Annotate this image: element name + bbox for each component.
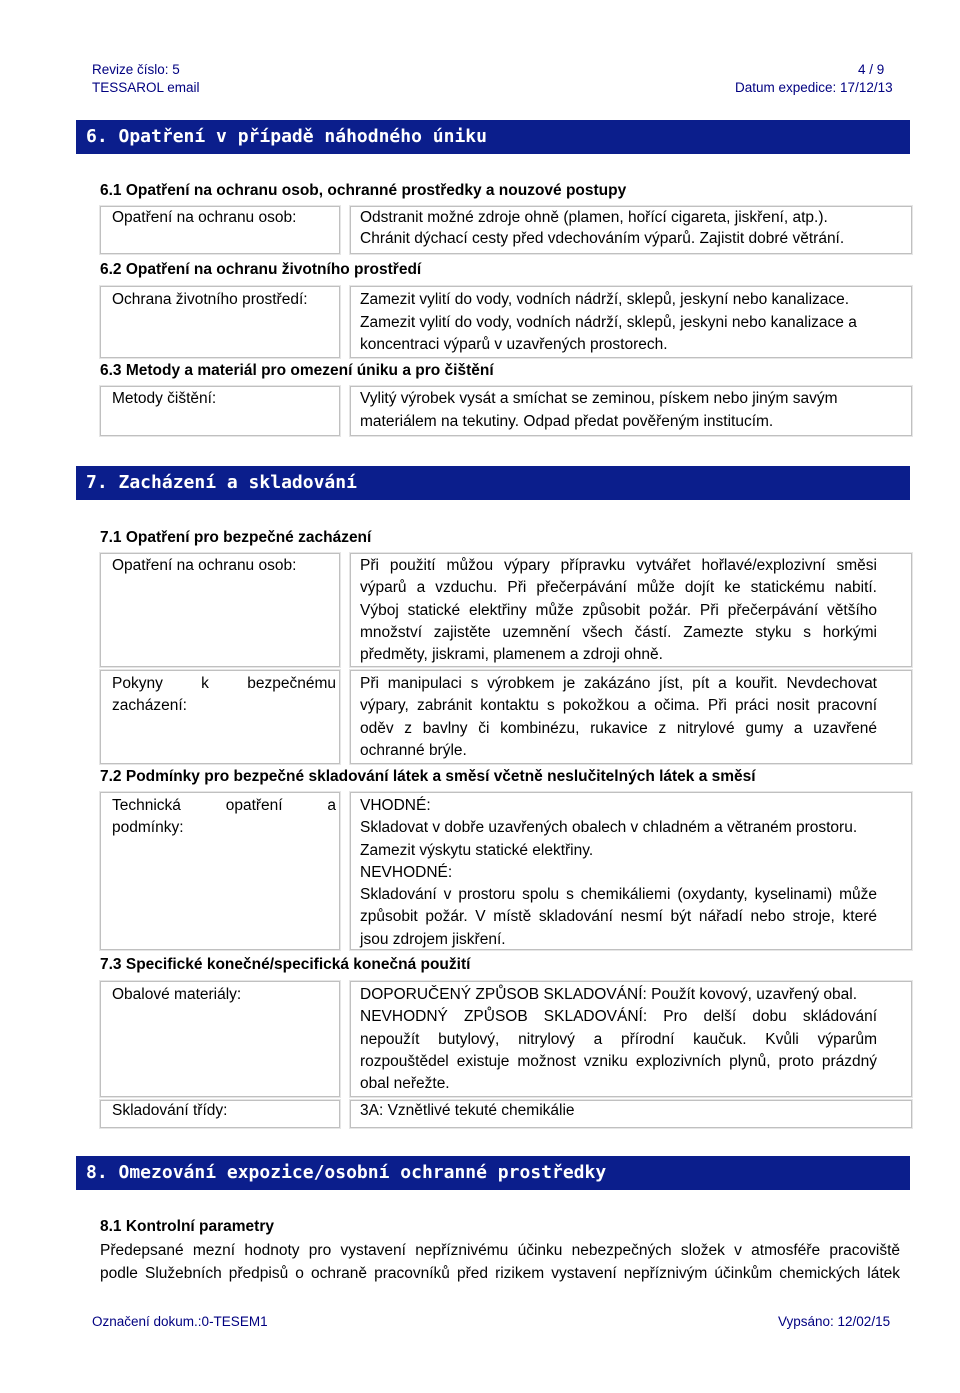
s72-line-5: Skladování v prostoru spolu s chemikáliemi (oxydanty, kyselinami) může <box>360 886 877 904</box>
s73-value-1 <box>360 984 877 1095</box>
section-6-title: 6. Opatření v případě náhodného úniku <box>76 120 910 154</box>
s71-1-line-1: Při použití můžou výpary přípravku vytvářet hořlavé/explozivní směsi <box>360 557 877 574</box>
s71-1-line-5: předměty, jiskrami, plamenem a zdroji ohně. <box>360 646 663 664</box>
s71-label-2a: Pokyny k bezpečnému <box>112 675 336 692</box>
subsection-8-1-heading: 8.1 Kontrolní parametry <box>100 1218 274 1235</box>
s81-line-1: Předepsané mezní hodnoty pro vystavení nepříznivému účinku nebezpečných složek v atmosféře pracoviště <box>100 1242 900 1259</box>
document-id: Označení dokum.:0-TESEM1 <box>92 1314 268 1329</box>
s71-value-2 <box>360 673 877 762</box>
s72-line-4: NEVHODNÉ: <box>360 863 453 881</box>
s71-2-line-2: výpary, zabránit kontaktu s pokožkou a očima. Při práci nosit pracovní <box>360 697 877 715</box>
s71-2-line-1: Při manipulaci s výrobkem je zakázáno jíst, pít a kouřit. Nevdechovat <box>360 675 877 692</box>
s62-value <box>360 289 880 357</box>
s73-1-line-5: obal neřežte. <box>360 1075 450 1093</box>
s72-label-a: Technická opatření a <box>112 797 336 814</box>
s71-1-line-2: výparů a vzduchu. Při přečerpávání může dojít ke statickému nabití. <box>360 579 877 597</box>
subsection-6-2-heading: 6.2 Opatření na ochranu životního prostředí <box>100 261 422 278</box>
s72-line-3: Zamezit výskytu statické elektřiny. <box>360 841 594 859</box>
issue-date: Datum expedice: 17/12/13 <box>735 80 893 95</box>
s73-value-2: 3A: Vznětlivé tekuté chemikálie <box>360 1102 575 1119</box>
written-date: Vypsáno: 12/02/15 <box>778 1314 891 1329</box>
s71-label-1: Opatření na ochranu osob: <box>112 557 297 574</box>
s72-line-2: Skladovat v dobře uzavřených obalech v chladném a větraném prostoru. <box>360 819 858 837</box>
s62-line-3: koncentraci výparů v uzavřených prostorech. <box>360 336 668 353</box>
s73-1-line-1: DOPORUČENÝ ZPŮSOB SKLADOVÁNÍ: Použít kovový, uzavřený obal. <box>360 986 858 1003</box>
s61-line-1: Odstranit možné zdroje ohně (plamen, hořící cigareta, jiskření, atp.). <box>360 209 828 226</box>
s62-line-1: Zamezit vylití do vody, vodních nádrží, sklepů, jeskyní nebo kanalizace. <box>360 291 850 308</box>
s72-line-1: VHODNÉ: <box>360 797 431 814</box>
s61-value <box>360 207 905 249</box>
section-7-title: 7. Zacházení a skladování <box>76 466 910 500</box>
s62-label: Ochrana životního prostředí: <box>112 291 308 308</box>
section-8-title: 8. Omezování expozice/osobní ochranné prostředky <box>76 1156 910 1190</box>
subsection-6-3-heading: 6.3 Metody a materiál pro omezení úniku a pro čištění <box>100 362 494 379</box>
s73-label-1: Obalové materiály: <box>112 986 242 1003</box>
s72-value <box>360 795 877 951</box>
s71-2-line-3: oděv z bavlny či kombinézu, rukavice z nitrylové gumy a uzavřené <box>360 719 877 737</box>
s71-value-1 <box>360 555 877 666</box>
s72-label-b: podmínky: <box>112 819 184 836</box>
s73-label-2: Skladování třídy: <box>112 1102 228 1119</box>
page-number: 4 / 9 <box>858 62 885 77</box>
s81-paragraph <box>100 1240 900 1285</box>
s73-1-line-2: NEVHODNÝ ZPŮSOB SKLADOVÁNÍ: Pro delší dobu skládování <box>360 1008 877 1026</box>
subsection-7-3-heading: 7.3 Specifické konečné/specifická konečná použití <box>100 956 471 973</box>
subsection-7-1-heading: 7.1 Opatření pro bezpečné zacházení <box>100 529 372 546</box>
s63-label: Metody čištění: <box>112 390 217 407</box>
s72-line-7: jsou zdrojem jiskření. <box>360 930 506 948</box>
s63-line-2: materiálem na tekutiny. Odpad předat pověřeným institucím. <box>360 412 774 430</box>
s73-1-line-3: nepoužít butylový, nitrylový a přírodní kaučuk. Kvůli výparům <box>360 1030 877 1048</box>
s61-label: Opatření na ochranu osob: <box>112 209 297 226</box>
revision-number: Revize číslo: 5 <box>92 62 180 77</box>
s71-2-line-4: ochranné brýle. <box>360 741 467 759</box>
s71-label-2b: zacházení: <box>112 697 187 714</box>
s71-1-line-4: množství zajistěte uzemnění všech částí. Zamezte styku s horkými <box>360 623 877 641</box>
s61-line-2: Chránit dýchací cesty před vdechováním výparů. Zajistit dobré větrání. <box>360 230 845 247</box>
s81-line-2: podle Služebních předpisů o ochraně pracovníků před rizikem vystavení nepříznivým účinkům chemických látek <box>100 1264 900 1282</box>
subsection-7-2-heading: 7.2 Podmínky pro bezpečné skladování látek a směsí včetně neslučitelných látek a směsí <box>100 768 756 785</box>
s71-1-line-3: Výboj statické elektřiny může způsobit požár. Při přečerpávání většího <box>360 601 877 619</box>
s63-line-1: Vylitý výrobek vysát a smíchat se zeminou, pískem nebo jiným savým <box>360 390 838 407</box>
s63-value <box>360 388 880 433</box>
product-name: TESSAROL email <box>92 80 200 95</box>
s73-1-line-4: rozpouštědel existuje možnost vzniku explozivních plynů, proto prázdný <box>360 1052 877 1070</box>
s71-label-2 <box>112 673 336 717</box>
s72-label <box>112 795 336 839</box>
s72-line-6: způsobit požár. V místě skladování nesmí být nářadí nebo stroje, které <box>360 908 877 926</box>
s62-line-2: Zamezit vylití do vody, vodních nádrží, sklepů, jeskyni nebo kanalizace a <box>360 313 857 331</box>
subsection-6-1-heading: 6.1 Opatření na ochranu osob, ochranné prostředky a nouzové postupy <box>100 182 627 199</box>
